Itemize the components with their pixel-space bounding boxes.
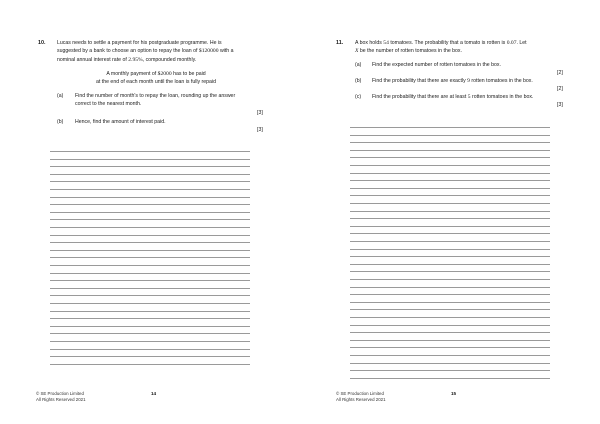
answer-line[interactable] [350,370,550,371]
part-c-text: Find the probability that there are at least 5 rotten tomatoes in the box. [372,94,534,100]
answer-line[interactable] [350,271,550,272]
part-b-text: Find the probability that there are exactly 9 rotten tomatoes in the box. [372,78,533,84]
answer-line[interactable] [50,159,250,160]
answer-line[interactable] [350,287,550,288]
answer-line[interactable] [50,311,250,312]
answer-line[interactable] [350,127,550,128]
answer-line[interactable] [50,295,250,296]
answer-lines[interactable] [350,127,550,385]
answer-line[interactable] [350,249,550,250]
part-a-label: (a) [57,93,64,99]
monthly-payment: $2000 [157,71,172,77]
part-b-marks: [2] [557,86,563,92]
answer-line[interactable] [350,294,550,295]
part-a-text: Find the number of month's to repay the loan, rounding up the answer correct to the nearest month. [75,93,236,108]
answer-line[interactable] [50,364,250,365]
answer-line[interactable] [350,378,550,379]
answer-line[interactable] [50,235,250,236]
answer-line[interactable] [350,195,550,196]
part-a-marks: [2] [557,70,563,76]
answer-line[interactable] [350,256,550,257]
copyright-footer: © SE Production Limited All Rights Reserved 2021 [336,391,386,402]
answer-line[interactable] [350,279,550,280]
answer-line[interactable] [350,180,550,181]
interest-rate: 2.95% [128,56,143,63]
tomato-count: 54 [383,40,389,46]
answer-line[interactable] [50,257,250,258]
answer-line[interactable] [350,302,550,303]
answer-line[interactable] [350,203,550,204]
question-intro [57,39,282,64]
answer-line[interactable] [350,241,550,242]
question-number: 10. [38,40,46,46]
part-b-text: Hence, find the amount of interest paid. [75,119,166,125]
part-c-label: (c) [355,94,362,100]
answer-line[interactable] [50,242,250,243]
answer-line[interactable] [50,265,250,266]
answer-line[interactable] [350,165,550,166]
intro-line-2: suggested by a bank to choose an option to repay the loan of $120000 with a [57,48,234,55]
probability-value: 0.07 [506,40,517,46]
answer-line[interactable] [350,309,550,310]
answer-line[interactable] [50,303,250,304]
answer-line[interactable] [350,363,550,364]
answer-line[interactable] [350,188,550,189]
answer-line[interactable] [50,189,250,190]
answer-line[interactable] [350,173,550,174]
answer-line[interactable] [50,181,250,182]
loan-amount: $120000 [198,48,219,55]
answer-line[interactable] [50,341,250,342]
answer-line[interactable] [350,135,550,136]
answer-line[interactable] [50,166,250,167]
page-number: 15 [451,391,457,396]
answer-line[interactable] [50,273,250,274]
answer-line[interactable] [350,355,550,356]
answer-line[interactable] [350,340,550,341]
answer-line[interactable] [50,318,250,319]
answer-line[interactable] [350,347,550,348]
part-b-label: (b) [355,78,362,84]
variable-x: X [355,48,359,55]
answer-line[interactable] [50,219,250,220]
part-b-label: (b) [57,119,64,125]
answer-line[interactable] [50,333,250,334]
answer-line[interactable] [50,174,250,175]
answer-line[interactable] [350,325,550,326]
exact-value: 9 [467,78,470,84]
answer-line[interactable] [350,142,550,143]
page-number: 14 [151,391,157,396]
part-a-marks: [3] [257,110,263,116]
intro-line-1: Lucas needs to settle a payment for his postgraduate programme. He is [57,40,222,46]
answer-line[interactable] [50,349,250,350]
at-least-value: 5 [467,94,471,100]
answer-line[interactable] [50,227,250,228]
answer-line[interactable] [50,250,250,251]
answer-line[interactable] [350,157,550,158]
part-c-marks: [3] [557,102,563,108]
answer-line[interactable] [50,280,250,281]
answer-line[interactable] [350,332,550,333]
answer-line[interactable] [50,204,250,205]
answer-line[interactable] [350,150,550,151]
answer-line[interactable] [350,218,550,219]
payment-condition: A monthly payment of $2000 has to be paid at the end of each month until the loan is fully repaid [96,71,216,86]
answer-line[interactable] [350,226,550,227]
right-page [300,0,600,424]
answer-line[interactable] [50,356,250,357]
answer-line[interactable] [350,211,550,212]
part-a-label: (a) [355,62,362,68]
copyright-footer: © SE Production Limited All Rights Reserved 2021 [36,391,86,402]
question-intro: A box holds 54 tomatoes. The probability that a tomato is rotten is 0.07. Let X be the number of rotten tomatoes in the box. [355,40,527,55]
part-a-text: Find the expected number of rotten tomatoes in the box. [372,62,501,68]
answer-line[interactable] [50,326,250,327]
question-number: 11. [336,40,344,46]
intro-line-3: nominal annual interest rate of 2.95%, compounded monthly. [57,56,197,63]
answer-lines[interactable] [50,151,250,371]
answer-line[interactable] [50,197,250,198]
answer-line[interactable] [50,288,250,289]
part-b-marks: [3] [257,127,263,133]
answer-line[interactable] [350,264,550,265]
answer-line[interactable] [350,233,550,234]
answer-line[interactable] [50,212,250,213]
answer-line[interactable] [350,317,550,318]
answer-line[interactable] [50,151,250,152]
